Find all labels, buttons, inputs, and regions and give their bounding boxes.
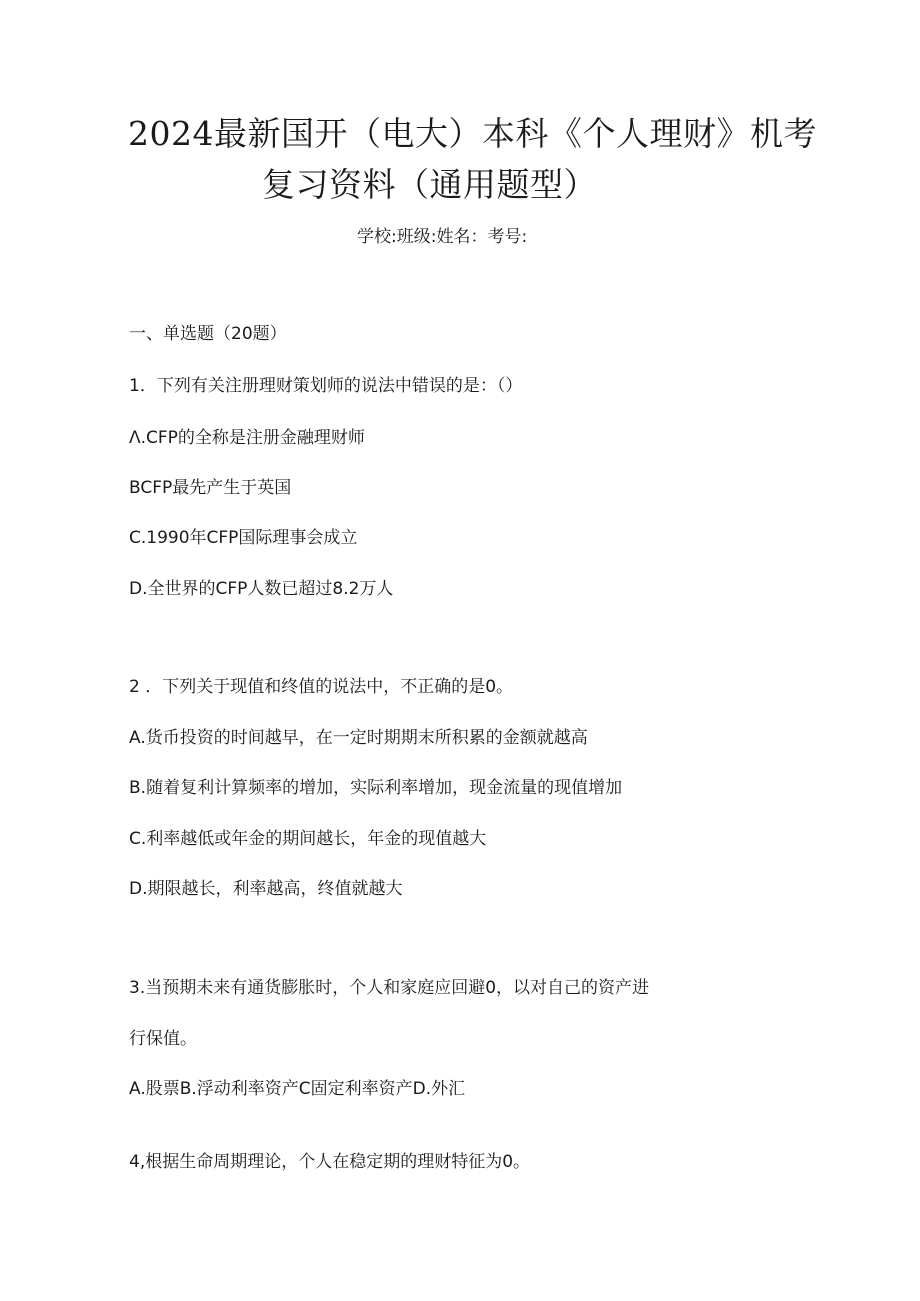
question-1-stem: 1．下列有关注册理财策划师的说法中错误的是：（）: [129, 376, 523, 396]
section-heading: 一、单选题（20题）: [129, 324, 287, 344]
question-3-options: A.股票B.浮动利率资产C固定利率资产D.外汇: [129, 1079, 466, 1099]
question-1-option-a: Λ.CFP的全称是注册金融理财师: [129, 428, 365, 448]
question-1-option-b: BCFP最先产生于英国: [129, 478, 292, 498]
question-3-stem-line-2: 行保值。: [129, 1029, 197, 1049]
question-2-option-d: D.期限越长，利率越高，终值就越大: [129, 879, 403, 899]
question-1-option-c: C.1990年CFP国际理事会成立: [129, 528, 358, 548]
question-2-option-a: A.货币投资的时间越早，在一定时期期末所积累的金额就越高: [129, 728, 588, 748]
question-3-stem-line-1: 3.当预期未来有通货膨胀时，个人和家庭应回避0，以对自己的资产进: [129, 978, 650, 998]
document-title-line-2: 复习资料（通用题型）: [262, 165, 597, 204]
question-1-option-d: D.全世界的CFP人数已超过8.2万人: [129, 579, 394, 599]
question-2-option-b: B.随着复利计算频率的增加，实际利率增加，现金流量的现值增加: [129, 778, 623, 798]
student-info-line: 学校:班级:姓名：考号:: [357, 227, 528, 247]
question-2-stem: 2 ．下列关于现值和终值的说法中，不正确的是0。: [129, 677, 514, 697]
question-4-stem: 4,根据生命周期理论，个人在稳定期的理财特征为0。: [129, 1152, 531, 1172]
question-2-option-c: C.利率越低或年金的期间越长，年金的现值越大: [129, 829, 487, 849]
document-title-line-1: 2024最新国开（电大）本科《个人理财》机考: [128, 114, 817, 153]
